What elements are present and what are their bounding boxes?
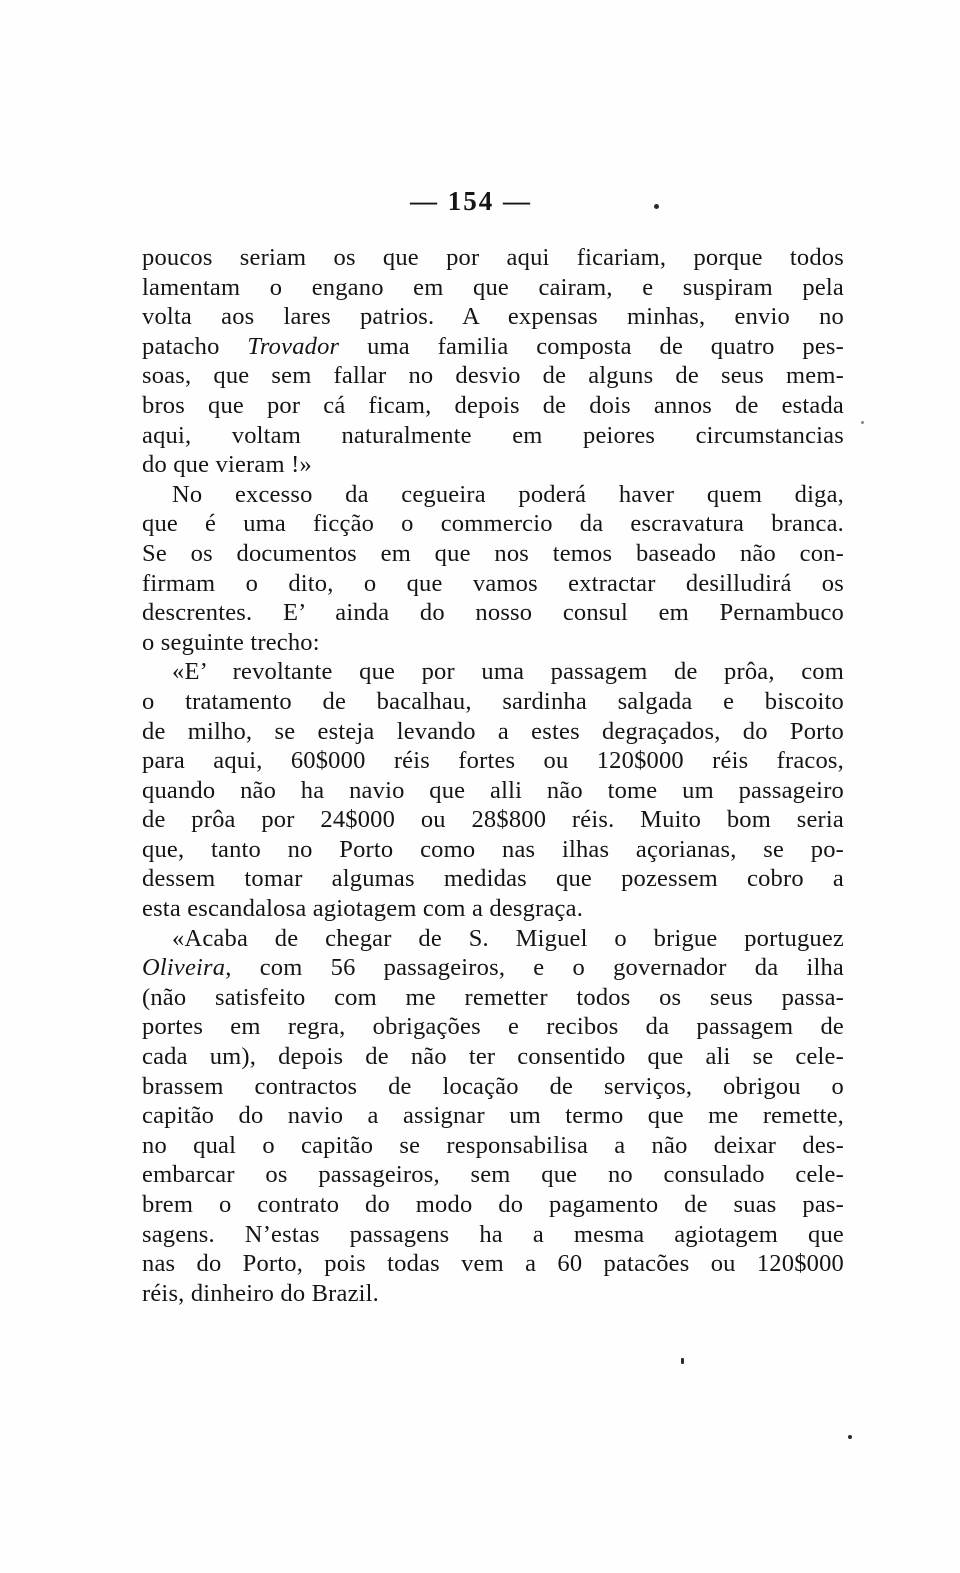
text-segment: de prôa por 24$000 ou 28$800 réis. Muito bom seria bbox=[142, 806, 844, 834]
text-line bbox=[142, 776, 844, 806]
text-segment: «E’ revoltante que por uma passagem de prôa, com bbox=[172, 658, 844, 686]
text-segment: (não satisfeito com me remetter todos os seus passa- bbox=[142, 983, 844, 1011]
text-segment: descrentes. E’ ainda do nosso consul em Pernambuco bbox=[142, 599, 844, 627]
text-line bbox=[142, 421, 844, 451]
text-line bbox=[142, 983, 844, 1013]
text-segment: firmam o dito, o que vamos extractar desilludirá os bbox=[142, 569, 844, 597]
text-segment: o tratamento de bacalhau, sardinha salgada e biscoito bbox=[142, 687, 844, 715]
text-line bbox=[142, 1042, 844, 1072]
text-line bbox=[142, 1279, 844, 1309]
text-line bbox=[142, 805, 844, 835]
text-segment: patacho bbox=[142, 332, 248, 360]
text-line bbox=[142, 391, 844, 421]
text-line bbox=[142, 569, 844, 599]
text-segment: lamentam o engano em que cairam, e suspiram pela bbox=[142, 273, 844, 301]
text-line bbox=[142, 509, 844, 539]
text-line bbox=[142, 1220, 844, 1250]
text-line bbox=[142, 835, 844, 865]
text-line bbox=[142, 1101, 844, 1131]
text-line bbox=[142, 273, 844, 303]
page-number-heading: — 154 — bbox=[410, 186, 532, 216]
text-line bbox=[142, 1012, 844, 1042]
text-segment: réis, dinheiro do Brazil. bbox=[142, 1279, 380, 1307]
text-line bbox=[142, 450, 844, 480]
text-segment: no qual o capitão se responsabilisa a não deixar des- bbox=[142, 1131, 844, 1159]
text-segment: sagens. N’estas passagens ha a mesma agiotagem que bbox=[142, 1220, 844, 1248]
text-line bbox=[142, 657, 844, 687]
text-segment: esta escandalosa agiotagem com a desgraça. bbox=[142, 895, 584, 923]
text-segment: cada um), depois de não ter consentido que ali se cele- bbox=[142, 1043, 844, 1071]
text-line bbox=[142, 1160, 844, 1190]
text-segment: bros que por cá ficam, depois de dois annos de estada bbox=[142, 391, 844, 419]
text-line bbox=[142, 539, 844, 569]
text-segment: que é uma ficção o commercio da escravatura branca. bbox=[142, 510, 844, 538]
text-line bbox=[142, 1190, 844, 1220]
text-line bbox=[142, 628, 844, 658]
text-line bbox=[142, 1131, 844, 1161]
text-line bbox=[142, 480, 844, 510]
text-line bbox=[142, 746, 844, 776]
text-segment: do que vieram !» bbox=[142, 451, 312, 479]
text-line bbox=[142, 717, 844, 747]
text-line bbox=[142, 302, 844, 332]
text-segment: soas, que sem fallar no desvio de alguns de seus mem- bbox=[142, 362, 844, 390]
italic-text: Oliveira bbox=[142, 954, 226, 982]
text-segment: «Acaba de chegar de S. Miguel o brigue portuguez bbox=[172, 924, 844, 952]
text-line bbox=[142, 894, 844, 924]
text-segment: uma familia composta de quatro pes- bbox=[339, 332, 844, 360]
text-segment: embarcar os passageiros, sem que no consulado cele- bbox=[142, 1161, 844, 1189]
text-line bbox=[142, 1249, 844, 1279]
text-line bbox=[142, 687, 844, 717]
text-segment: , com 56 passageiros, e o governador da ilha bbox=[225, 954, 844, 982]
text-segment: quando não ha navio que alli não tome um passageiro bbox=[142, 776, 844, 804]
text-segment: de milho, se esteja levando a estes degraçados, do Porto bbox=[142, 717, 844, 745]
text-line bbox=[142, 361, 844, 391]
text-segment: volta aos lares patrios. A expensas minhas, envio no bbox=[142, 303, 844, 331]
text-segment: nas do Porto, pois todas vem a 60 patacões ou 120$000 bbox=[142, 1250, 844, 1278]
text-line bbox=[142, 924, 844, 954]
text-segment: que, tanto no Porto como nas ilhas açorianas, se po- bbox=[142, 835, 844, 863]
print-speck bbox=[681, 1358, 684, 1364]
text-line bbox=[142, 243, 844, 273]
text-segment: para aqui, 60$000 réis fortes ou 120$000 réis fracos, bbox=[142, 747, 844, 775]
text-segment: Se os documentos em que nos temos baseado não con- bbox=[142, 539, 844, 567]
text-segment: aqui, voltam naturalmente em peiores circumstancias bbox=[142, 421, 844, 449]
text-segment: brassem contractos de locação de serviços, obrigou o bbox=[142, 1072, 844, 1100]
italic-text: Trovador bbox=[247, 332, 340, 360]
body-text bbox=[142, 243, 844, 1308]
text-block bbox=[142, 186, 844, 1308]
text-segment: capitão do navio a assignar um termo que me remette, bbox=[142, 1102, 844, 1130]
text-segment: dessem tomar algumas medidas que pozessem cobro a bbox=[142, 865, 844, 893]
text-segment: portes em regra, obrigações e recibos da passagem de bbox=[142, 1013, 844, 1041]
text-segment: No excesso da cegueira poderá haver quem diga, bbox=[172, 480, 844, 508]
text-segment: o seguinte trecho: bbox=[142, 628, 320, 656]
text-segment: brem o contrato do modo do pagamento de suas pas- bbox=[142, 1191, 844, 1218]
text-line bbox=[142, 1072, 844, 1102]
text-line bbox=[142, 953, 844, 983]
text-line bbox=[142, 864, 844, 894]
text-segment: poucos seriam os que por aqui ficariam, porque todos bbox=[142, 244, 844, 271]
print-speck bbox=[861, 421, 864, 424]
print-speck bbox=[848, 1435, 852, 1439]
print-speck bbox=[654, 204, 659, 209]
text-line bbox=[142, 598, 844, 628]
text-line bbox=[142, 332, 844, 362]
